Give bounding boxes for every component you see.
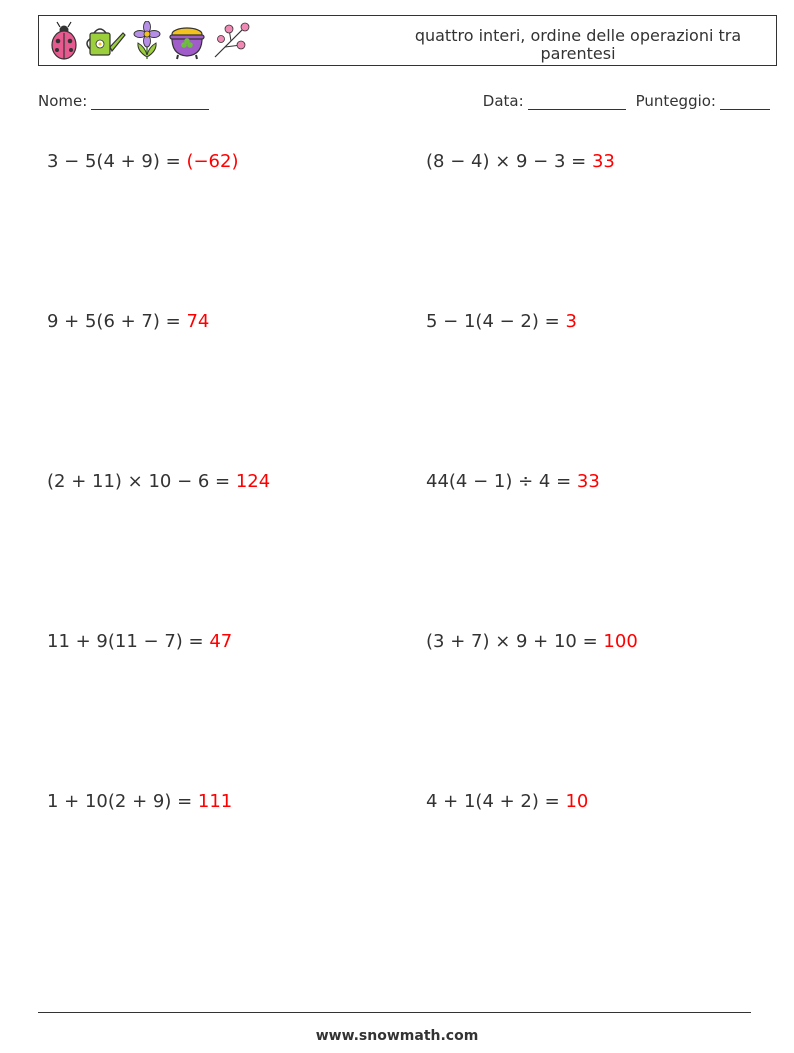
problem-answer: 124: [235, 471, 271, 492]
problem-answer: 100: [603, 631, 638, 652]
problem-9: [47, 791, 232, 812]
problem-expression: 4 + 1(4 + 2) =: [426, 791, 566, 812]
problem-expression: 3 − 5(4 + 9) =: [47, 151, 187, 172]
problem-expression: 9 + 5(6 + 7) =: [47, 311, 187, 332]
problem-expression: (2 + 11) × 10 − 6 =: [47, 471, 236, 492]
problem-answer: 33: [591, 151, 615, 172]
problem-6: [426, 471, 600, 492]
footer-site-link[interactable]: www.snowmath.com: [315, 1028, 479, 1044]
flower-icon: [131, 21, 163, 61]
problem-expression: 11 + 9(11 − 7) =: [47, 631, 210, 652]
problem-expression: 5 − 1(4 − 2) =: [426, 311, 566, 332]
problem-expression: (3 + 7) × 9 + 10 =: [426, 631, 604, 652]
problem-answer: 3: [565, 311, 577, 332]
score-blank: [720, 93, 770, 110]
name-blank: [91, 93, 209, 110]
header-icons: [47, 20, 251, 62]
pot-of-gold-icon: [167, 21, 207, 61]
date-field: [483, 92, 626, 110]
score-label: Punteggio:: [635, 92, 716, 110]
problem-4: [426, 311, 577, 332]
blossom-branch-icon: [211, 21, 251, 61]
worksheet-header: [38, 15, 777, 66]
footer-divider: [38, 1012, 751, 1013]
problem-answer: 47: [209, 631, 233, 652]
name-label: Nome:: [38, 92, 88, 110]
problem-1: [47, 151, 238, 172]
problem-3: [47, 311, 209, 332]
ladybug-icon: [47, 21, 81, 61]
problem-answer: 10: [565, 791, 589, 812]
name-field: [38, 92, 209, 110]
problem-expression: 1 + 10(2 + 9) =: [47, 791, 198, 812]
date-blank: [528, 93, 626, 110]
problem-expression: (8 − 4) × 9 − 3 =: [426, 151, 592, 172]
problem-10: [426, 791, 588, 812]
date-label: Data:: [482, 92, 524, 110]
problem-answer: (−62): [186, 151, 239, 172]
problem-answer: 74: [186, 311, 210, 332]
problem-5: [47, 471, 270, 492]
problem-2: [426, 151, 615, 172]
problem-8: [426, 631, 638, 652]
date-score-fields: [483, 92, 770, 110]
problem-answer: 33: [576, 471, 600, 492]
worksheet-title: quattro interi, ordine delle operazioni tra parentesi: [414, 26, 742, 63]
score-field: [636, 92, 770, 110]
problem-expression: 44(4 − 1) ÷ 4 =: [426, 471, 577, 492]
problem-answer: 111: [197, 791, 233, 812]
problem-7: [47, 631, 232, 652]
watering-can-icon: [85, 21, 127, 61]
